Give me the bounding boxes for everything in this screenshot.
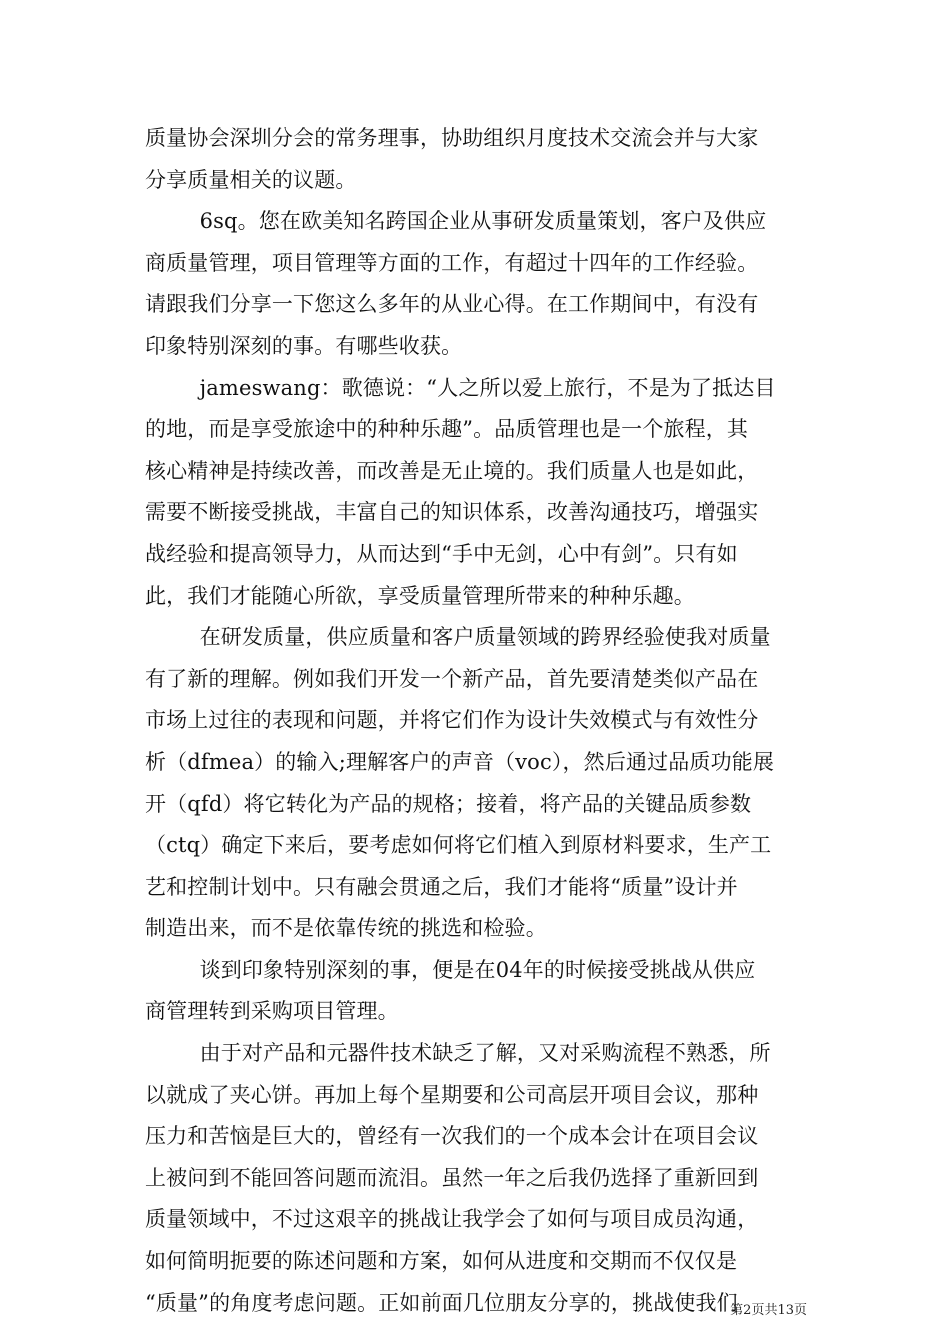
text-line: 制造出来，而不是依靠传统的挑选和检验。: [145, 916, 547, 941]
text-line: 以就成了夹心饼。再加上每个星期要和公司高层开项目会议，那种: [145, 1082, 759, 1107]
text-line: 质量协会深圳分会的常务理事，协助组织月度技术交流会并与大家: [145, 126, 759, 150]
page-number: 第2页共13页: [730, 1303, 807, 1318]
text-line: 市场上过往的表现和问题，并将它们作为设计失效模式与有效性分: [145, 708, 759, 733]
paragraph-first-line: jameswang：歌德说：“人之所以爱上旅行，不是为了抵达目: [199, 375, 776, 400]
text-line: 开（qfd）将它转化为产品的规格；接着，将产品的关键品质参数: [145, 791, 752, 816]
text-line: 分享质量相关的议题。: [145, 167, 357, 192]
paragraph-first-line: 谈到印象特别深刻的事，便是在04年的时候接受挑战从供应: [199, 957, 756, 982]
paragraph-first-line: 在研发质量，供应质量和客户质量领域的跨界经验使我对质量: [199, 625, 771, 650]
text-line: 战经验和提高领导力，从而达到“手中无剑，心中有剑”。只有如: [145, 541, 738, 566]
text-line: 商管理转到采购项目管理。: [145, 999, 399, 1024]
text-line: 析（dfmea）的输入;理解客户的声音（voc），然后通过品质功能展: [145, 749, 775, 774]
paragraph-first-line: 6sq。您在欧美知名跨国企业从事研发质量策划，客户及供应: [199, 209, 767, 234]
text-line: 艺和控制计划中。只有融会贯通之后，我们才能将“质量”设计并: [145, 874, 738, 899]
text-line: 需要不断接受挑战，丰富自己的知识体系，改善沟通技巧，增强实: [145, 500, 759, 525]
text-line: 如何简明扼要的陈述问题和方案，如何从进度和交期而不仅仅是: [145, 1249, 738, 1274]
text-line: 请跟我们分享一下您这么多年的从业心得。在工作期间中，有没有: [145, 292, 759, 317]
text-line: 核心精神是持续改善，而改善是无止境的。我们质量人也是如此，: [145, 458, 759, 483]
text-line: 有了新的理解。例如我们开发一个新产品，首先要清楚类似产品在: [145, 666, 759, 691]
text-line: （ctq）确定下来后，要考虑如何将它们植入到原材料要求，生产工: [145, 833, 772, 858]
text-line: 印象特别深刻的事。有哪些收获。: [145, 333, 463, 358]
text-line: 压力和苦恼是巨大的，曾经有一次我们的一个成本会计在项目会议: [145, 1124, 759, 1149]
text-line: 质量领域中，不过这艰辛的挑战让我学会了如何与项目成员沟通，: [145, 1207, 759, 1232]
body-text: [145, 118, 807, 1324]
text-line: 商质量管理，项目管理等方面的工作，有超过十四年的工作经验。: [145, 250, 759, 275]
text-line: 此，我们才能随心所欲，享受质量管理所带来的种种乐趣。: [145, 583, 695, 608]
text-line: 的地，而是享受旅途中的种种乐趣”。品质管理也是一个旅程，其: [145, 417, 749, 442]
text-line: “质量”的角度考虑问题。正如前面几位朋友分享的，挑战使我们: [145, 1290, 738, 1315]
text-line: 上被问到不能回答问题而流泪。虽然一年之后我仍选择了重新回到: [145, 1165, 759, 1190]
paragraph-first-line: 由于对产品和元器件技术缺乏了解，又对采购流程不熟悉，所: [199, 1041, 771, 1066]
